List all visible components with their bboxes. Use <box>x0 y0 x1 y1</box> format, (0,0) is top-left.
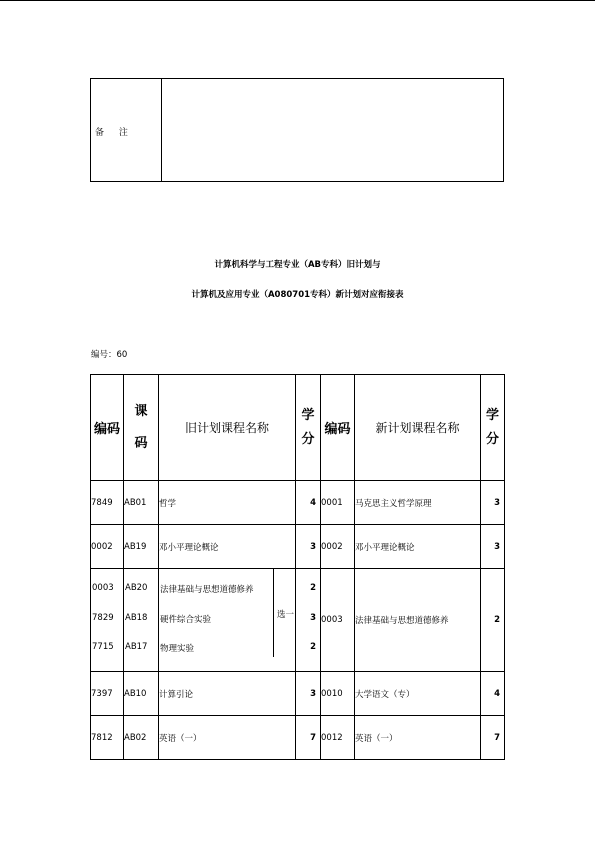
row-new-code: 0003 <box>321 569 355 672</box>
row-course: AB01 <box>124 481 159 525</box>
row-new-name: 英语（一） <box>355 716 481 760</box>
table-row-elective <box>91 569 505 672</box>
row-old-name: 英语（一） <box>159 716 296 760</box>
remark-label-cell <box>91 79 162 181</box>
title-line-2: 计算机及应用专业（A080701专科）新计划对应衔接表 <box>191 290 404 300</box>
remark-box <box>90 78 504 182</box>
row-new-name: 大学语文（专） <box>355 672 481 716</box>
table-row <box>91 716 505 760</box>
row-new-credit: 2 <box>481 569 505 672</box>
row-new-name: 马克思主义哲学原理 <box>355 481 481 525</box>
row-old-name: 哲学 <box>159 481 296 525</box>
row-code: 7849 <box>91 481 124 525</box>
row-old-names: 法律基础与思想道德修养 硬件综合实验 物理实验 选一 <box>159 569 296 672</box>
row-credit: 4 <box>296 481 321 525</box>
top-rule <box>0 0 595 1</box>
serial-number: 编号：60 <box>91 350 128 360</box>
table-row <box>91 672 505 716</box>
table-row <box>91 525 505 569</box>
header-course-code: 课 码 <box>124 375 159 481</box>
row-new-credit: 3 <box>481 525 505 569</box>
row-course: AB10 <box>124 672 159 716</box>
row-credit: 7 <box>296 716 321 760</box>
row-new-code: 0010 <box>321 672 355 716</box>
row-credits: 2 3 2 <box>296 569 321 672</box>
header-new-credit: 学 分 <box>481 375 505 481</box>
row-new-code: 0002 <box>321 525 355 569</box>
row-new-name: 法律基础与思想道德修养 <box>355 569 481 672</box>
row-courses: AB20 AB18 AB17 <box>124 569 159 672</box>
row-credit: 3 <box>296 672 321 716</box>
row-course: AB02 <box>124 716 159 760</box>
row-code: 0002 <box>91 525 124 569</box>
table-row <box>91 481 505 525</box>
row-new-credit: 3 <box>481 481 505 525</box>
row-code: 7812 <box>91 716 124 760</box>
row-new-code: 0001 <box>321 481 355 525</box>
row-new-credit: 4 <box>481 672 505 716</box>
header-row <box>91 375 505 481</box>
row-credit: 3 <box>296 525 321 569</box>
row-new-code: 0012 <box>321 716 355 760</box>
header-new-code: 编码 <box>321 375 355 481</box>
header-new-name: 新计划课程名称 <box>355 375 481 481</box>
header-code: 编码 <box>91 375 124 481</box>
header-credit: 学 分 <box>296 375 321 481</box>
row-codes: 0003 7829 7715 <box>91 569 124 672</box>
header-old-name: 旧计划课程名称 <box>159 375 296 481</box>
row-new-credit: 7 <box>481 716 505 760</box>
row-old-name: 邓小平理论概论 <box>159 525 296 569</box>
row-new-name: 邓小平理论概论 <box>355 525 481 569</box>
row-course: AB19 <box>124 525 159 569</box>
row-old-name: 计算引论 <box>159 672 296 716</box>
title-line-1: 计算机科学与工程专业（AB专科）旧计划与 <box>214 260 381 270</box>
elective-label: 选一 <box>276 610 294 620</box>
course-mapping-table <box>90 374 505 760</box>
row-code: 7397 <box>91 672 124 716</box>
remark-label: 备 注 <box>95 128 134 138</box>
